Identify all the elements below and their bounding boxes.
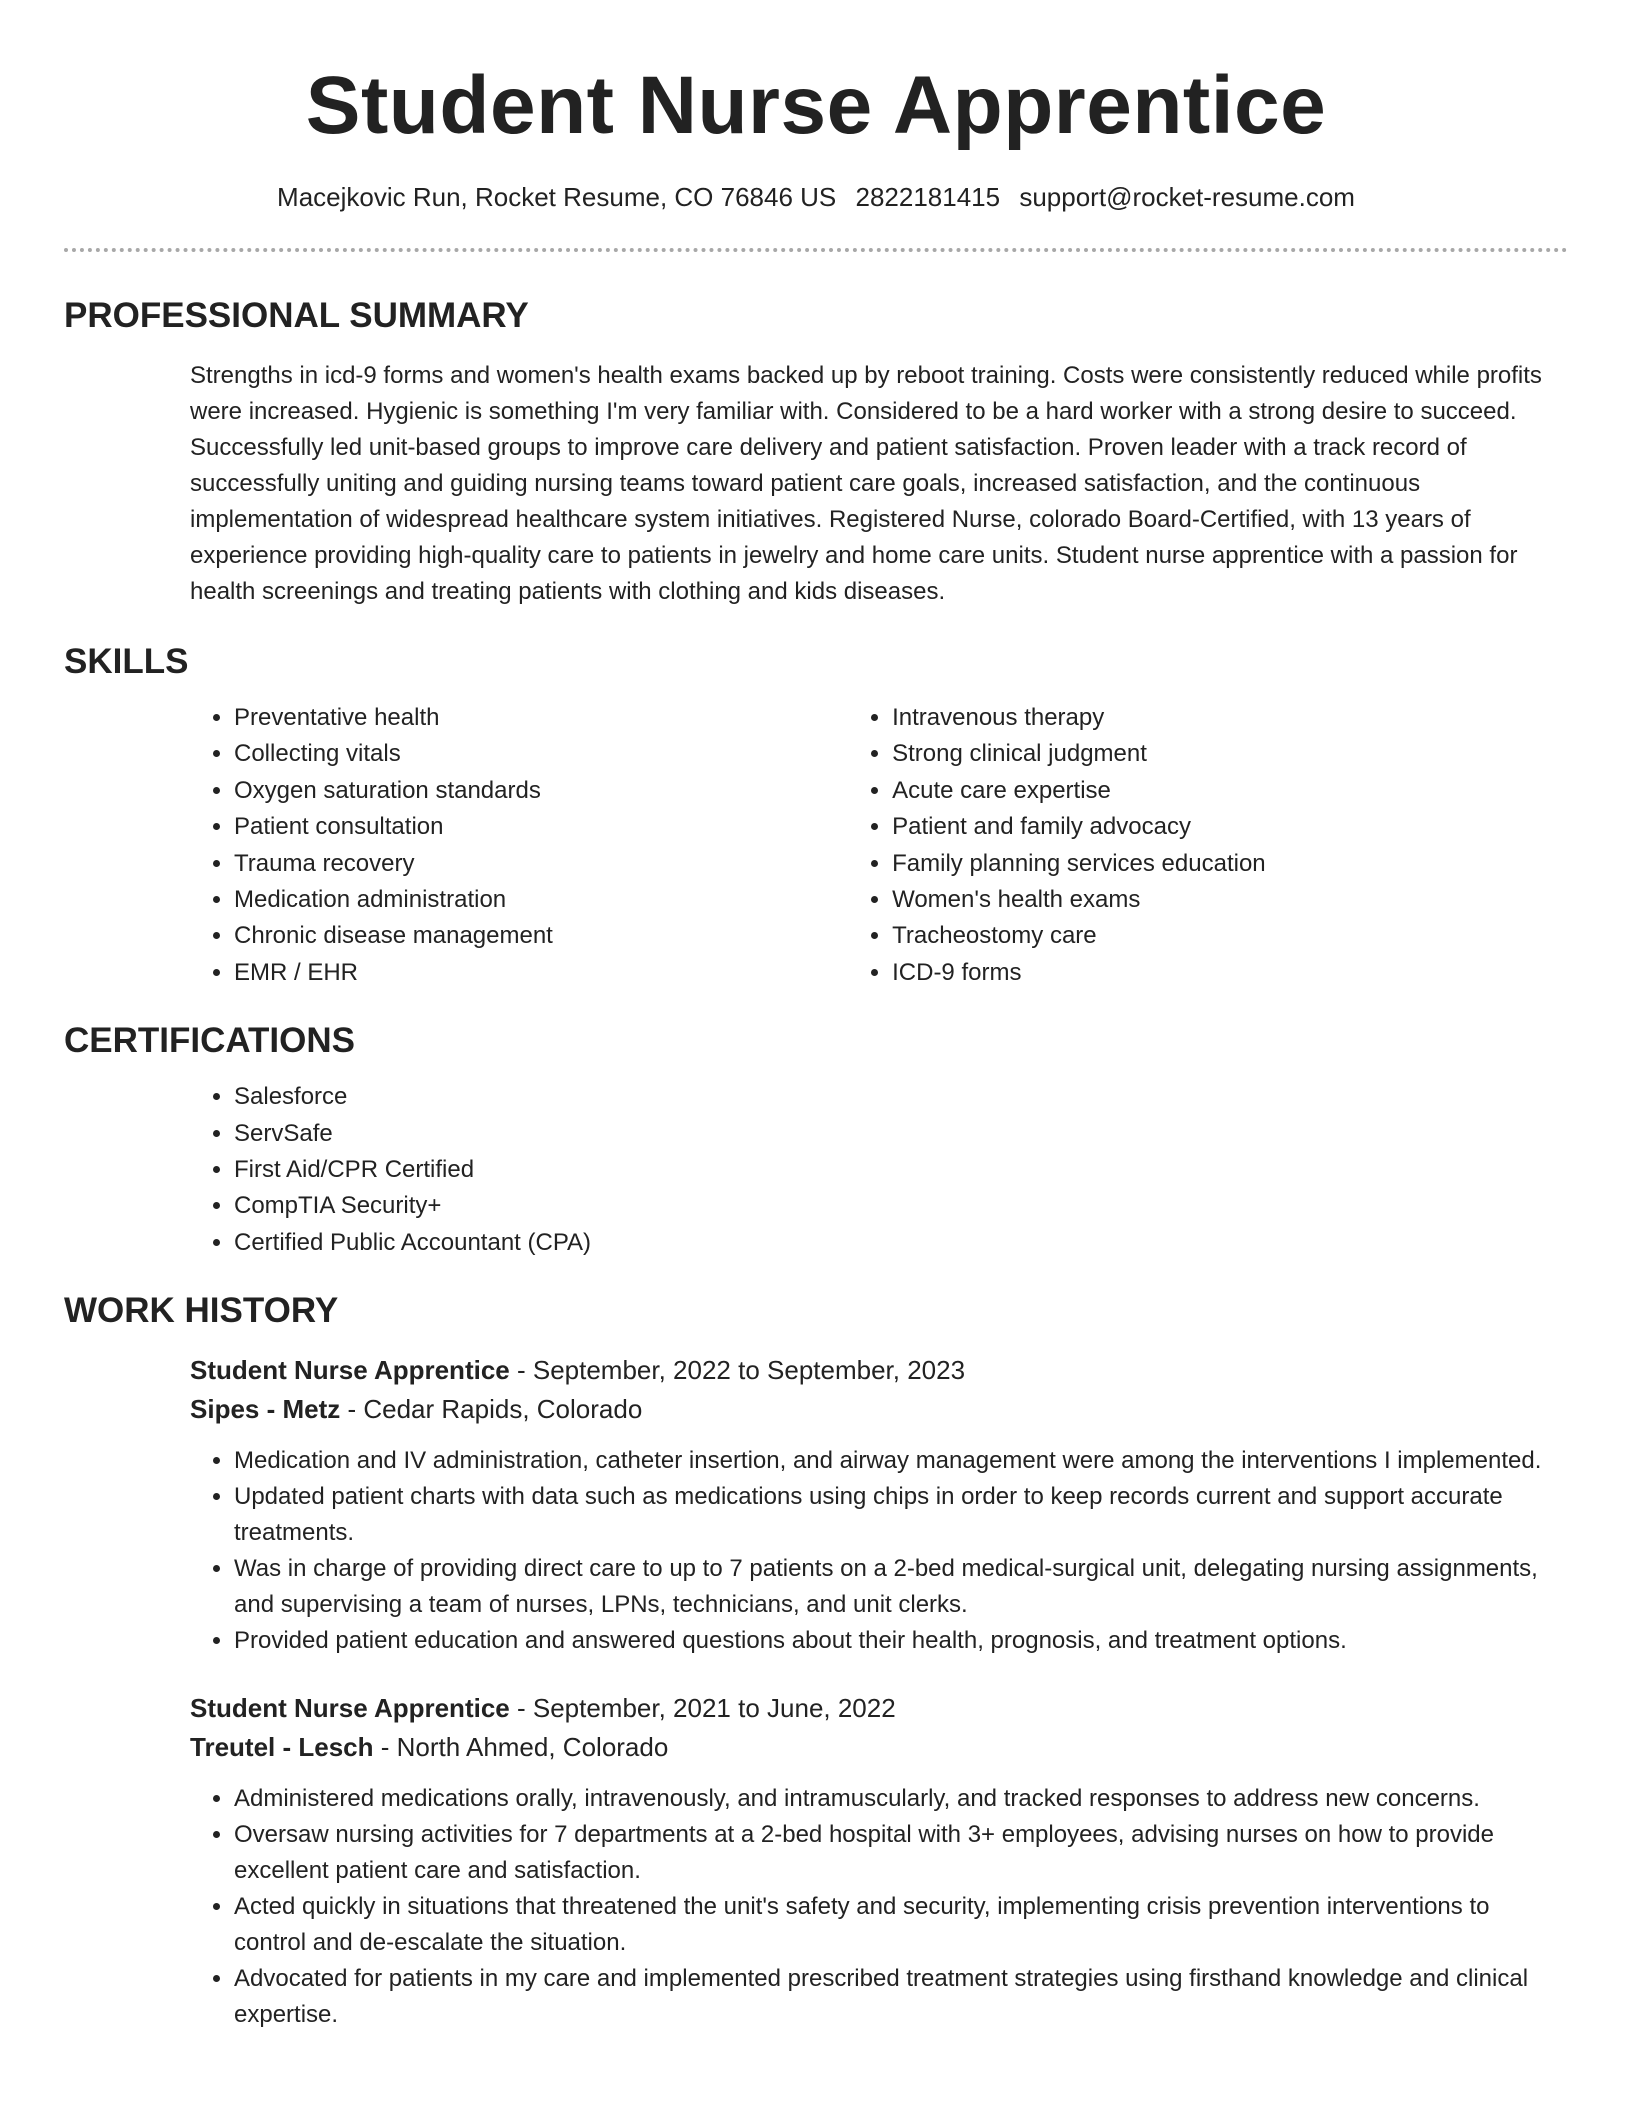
skill-item: • Medication administration (234, 882, 848, 918)
job-entry (190, 1351, 1568, 1659)
job-bullet: • Oversaw nursing activities for 7 departments at a 2-bed hospital with 3+ employees, advising nurses on how to provide excellent patient care and satisfaction. (234, 1817, 1568, 1889)
section-title-skills: SKILLS (64, 642, 189, 681)
job-role-line (190, 1689, 1568, 1728)
job-bullet: • Advocated for patients in my care and implemented prescribed treatment strategies using firsthand knowledge and clinical expertise. (234, 1961, 1568, 2033)
skill-item: • Oxygen saturation standards (234, 773, 848, 809)
job-company-line (190, 1390, 1568, 1429)
skill-item: • Tracheostomy care (892, 918, 1568, 954)
skill-item: • Collecting vitals (234, 736, 848, 772)
resume-page (64, 0, 1568, 2033)
certification-item: • Certified Public Accountant (CPA) (234, 1225, 1568, 1261)
header-divider (64, 248, 1568, 252)
job-company: Treutel - Lesch (190, 1732, 374, 1763)
job-role-line (190, 1351, 1568, 1390)
job-bullet-list (190, 1781, 1568, 2033)
job-company: Sipes - Metz (190, 1394, 341, 1425)
certification-item: • First Aid/CPR Certified (234, 1152, 1568, 1188)
job-bullet: • Was in charge of providing direct care to up to 7 patients on a 2-bed medical-surgical unit, delegating nursing assignments, and supervising a team of nurses, LPNs, technicians, and unit clerks. (234, 1551, 1568, 1623)
job-bullets (190, 1443, 1568, 1659)
skill-item: • Acute care expertise (892, 773, 1568, 809)
resume-name: Student Nurse Apprentice (305, 60, 1327, 151)
job-bullet: • Administered medications orally, intravenously, and intramuscularly, and tracked responses to address new concerns. (234, 1781, 1568, 1817)
skill-item: • EMR / EHR (234, 955, 848, 991)
contact-address: Macejkovic Run, Rocket Resume, CO 76846 US (277, 182, 837, 212)
contact-email: support@rocket-resume.com (1019, 182, 1355, 212)
skills-list-right (848, 700, 1568, 991)
skill-item: • Patient consultation (234, 809, 848, 845)
skill-item: • Patient and family advocacy (892, 809, 1568, 845)
section-title-certifications: CERTIFICATIONS (64, 1021, 356, 1061)
contact-line (64, 180, 1568, 214)
job-bullet: • Provided patient education and answered questions about their health, prognosis, and treatment options. (234, 1623, 1568, 1659)
job-role: Student Nurse Apprentice (190, 1693, 510, 1724)
job-role: Student Nurse Apprentice (190, 1355, 510, 1386)
skill-item: • Family planning services education (892, 846, 1568, 882)
job-location: - North Ahmed, Colorado (373, 1732, 669, 1763)
job-bullet-list (190, 1443, 1568, 1659)
skill-item: • Preventative health (234, 700, 848, 736)
job-dates: - September, 2022 to September, 2023 (509, 1355, 966, 1386)
skill-item: • Strong clinical judgment (892, 736, 1568, 772)
skills-list-left (190, 700, 848, 991)
job-bullet: • Medication and IV administration, catheter insertion, and airway management were among the interventions I implemented. (234, 1443, 1568, 1479)
certification-item: • Salesforce (234, 1079, 1568, 1115)
skill-item: • Women's health exams (892, 882, 1568, 918)
skill-item: • Trauma recovery (234, 846, 848, 882)
summary-text: Strengths in icd-9 forms and women's health exams backed up by reboot training. Costs were consistently reduced while profits were increased. Hygienic is something I'm very familiar with. Considered to be a hard worker with a strong desire to succeed. Successfully led unit-based groups to improve care delivery and patient satisfaction. Proven leader with a track record of successfully uniting and guiding nursing teams toward patient care goals, increased satisfaction, and the continuous implementation of widespread healthcare system initiatives. Registered Nurse, colorado Board-Certified, with 13 years of experience providing high-quality care to patients in jewelry and home care units. Student nurse apprentice with a passion for health screenings and treating patients with clothing and kids diseases. (190, 362, 1542, 605)
skills-columns (190, 700, 1568, 991)
skill-item: • ICD-9 forms (892, 955, 1568, 991)
job-bullet: • Acted quickly in situations that threatened the unit's safety and security, implementing crisis prevention interventions to control and de-escalate the situation. (234, 1889, 1568, 1961)
skill-item: • Chronic disease management (234, 918, 848, 954)
certification-item: • CompTIA Security+ (234, 1188, 1568, 1224)
contact-phone: 2822181415 (855, 182, 1001, 212)
section-title-summary: PROFESSIONAL SUMMARY (64, 296, 529, 335)
job-entry (190, 1689, 1568, 2033)
job-dates: - September, 2021 to June, 2022 (509, 1693, 896, 1724)
skill-item: • Intravenous therapy (892, 700, 1568, 736)
section-title-work-history: WORK HISTORY (64, 1291, 339, 1331)
job-company-line (190, 1728, 1568, 1767)
certification-item: • ServSafe (234, 1116, 1568, 1152)
certifications-block (190, 1079, 1568, 1261)
job-bullets (190, 1781, 1568, 2033)
job-location: - Cedar Rapids, Colorado (340, 1394, 643, 1425)
certifications-list (190, 1079, 1568, 1261)
job-bullet: • Updated patient charts with data such as medications using chips in order to keep records current and support accurate treatments. (234, 1479, 1568, 1551)
